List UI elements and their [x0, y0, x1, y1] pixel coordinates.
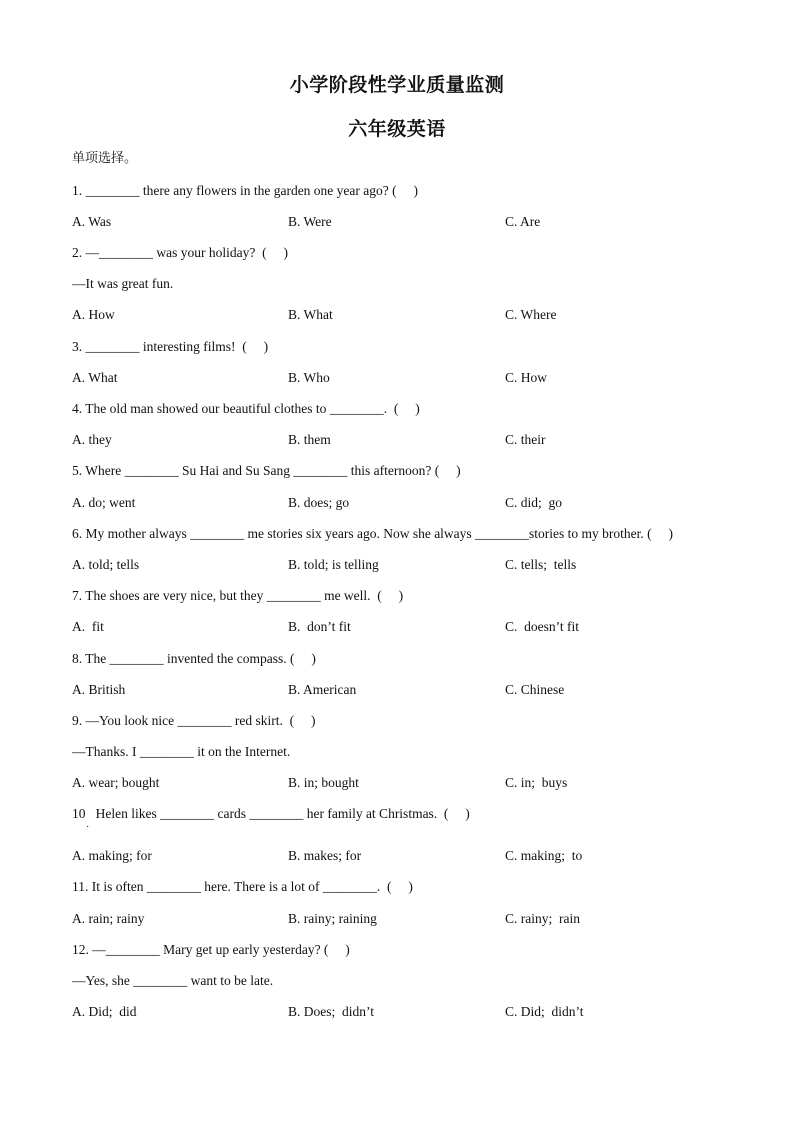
question-12-option-a: A. Did; did [72, 1004, 137, 1019]
question-3-option-a: A. What [72, 370, 118, 385]
question-11-option-b: B. rainy; raining [288, 911, 377, 926]
question-2-option-a: A. How [72, 307, 115, 322]
question-6-option-b: B. told; is telling [288, 557, 379, 572]
question-7-option-c: C. doesn’t fit [505, 619, 579, 634]
question-8-option-a: A. British [72, 682, 126, 697]
question-7: 7. The shoes are very nice, but they ________ me well. ( ) [72, 588, 404, 603]
question-9-option-b: B. in; bought [288, 775, 359, 790]
question-6-option-c: C. tells; tells [505, 557, 577, 572]
question-6-option-a: A. told; tells [72, 557, 140, 572]
question-8-option-c: C. Chinese [505, 682, 565, 697]
question-1-option-a: A. Was [72, 214, 112, 229]
question-11-option-c: C. rainy; rain [505, 911, 580, 926]
question-7-option-b: B. don’t fit [288, 619, 351, 634]
question-2-answer-line: —It was great fun. [72, 276, 174, 291]
question-10: 10 Helen likes ________ cards ________ her family at Christmas. ( ) [72, 806, 470, 821]
question-10-option-c: C. making; to [505, 848, 583, 863]
question-11-option-a: A. rain; rainy [72, 911, 145, 926]
question-5-option-b: B. does; go [288, 495, 350, 510]
question-5-option-a: A. do; went [72, 495, 136, 510]
question-12-option-c: C. Did; didn’t [505, 1004, 584, 1019]
question-9-option-a: A. wear; bought [72, 775, 160, 790]
question-9-option-c: C. in; buys [505, 775, 568, 790]
question-7-option-a: A. fit [72, 619, 104, 634]
question-5-option-c: C. did; go [505, 495, 563, 510]
question-12: 12. —________ Mary get up early yesterday? ( ) [72, 942, 350, 957]
question-10-option-b: B. makes; for [288, 848, 362, 863]
question-3: 3. ________ interesting films! ( ) [72, 339, 269, 354]
question-6: 6. My mother always ________ me stories six years ago. Now she always ________stories to my brother. ( ) [72, 526, 674, 541]
question-2: 2. —________ was your holiday? ( ) [72, 245, 288, 260]
question-4: 4. The old man showed our beautiful clothes to ________. ( ) [72, 401, 420, 416]
question-3-option-c: C. How [505, 370, 548, 385]
question-11: 11. It is often ________ here. There is a lot of ________. ( ) [72, 879, 413, 894]
question-1-option-c: C. Are [505, 214, 541, 229]
question-8: 8. The ________ invented the compass. ( ) [72, 651, 316, 666]
question-2-option-b: B. What [288, 307, 333, 322]
question-2-option-c: C. Where [505, 307, 557, 322]
page-title: 小学阶段性学业质量监测 [289, 74, 505, 96]
question-1-option-b: B. Were [288, 214, 332, 229]
question-10-option-a: A. making; for [72, 848, 152, 863]
question-9: 9. —You look nice ________ red skirt. ( ) [72, 713, 316, 728]
page-subtitle: 六年级英语 [348, 118, 446, 140]
question-8-option-b: B. American [288, 682, 357, 697]
question-12-answer-line: —Yes, she ________ want to be late. [72, 973, 274, 988]
section-label: 单项选择。 [72, 151, 138, 166]
question-1: 1. ________ there any flowers in the garden one year ago? ( ) [72, 183, 419, 198]
question-3-option-b: B. Who [288, 370, 330, 385]
question-9-answer-line: —Thanks. I ________ it on the Internet. [72, 744, 291, 759]
question-5: 5. Where ________ Su Hai and Su Sang ________ this afternoon? ( ) [72, 463, 461, 478]
question-12-option-b: B. Does; didn’t [288, 1004, 375, 1019]
question-10-number-dot: · [86, 822, 90, 833]
question-4-option-a: A. they [72, 432, 112, 447]
question-4-option-c: C. their [505, 432, 546, 447]
question-4-option-b: B. them [288, 432, 331, 447]
